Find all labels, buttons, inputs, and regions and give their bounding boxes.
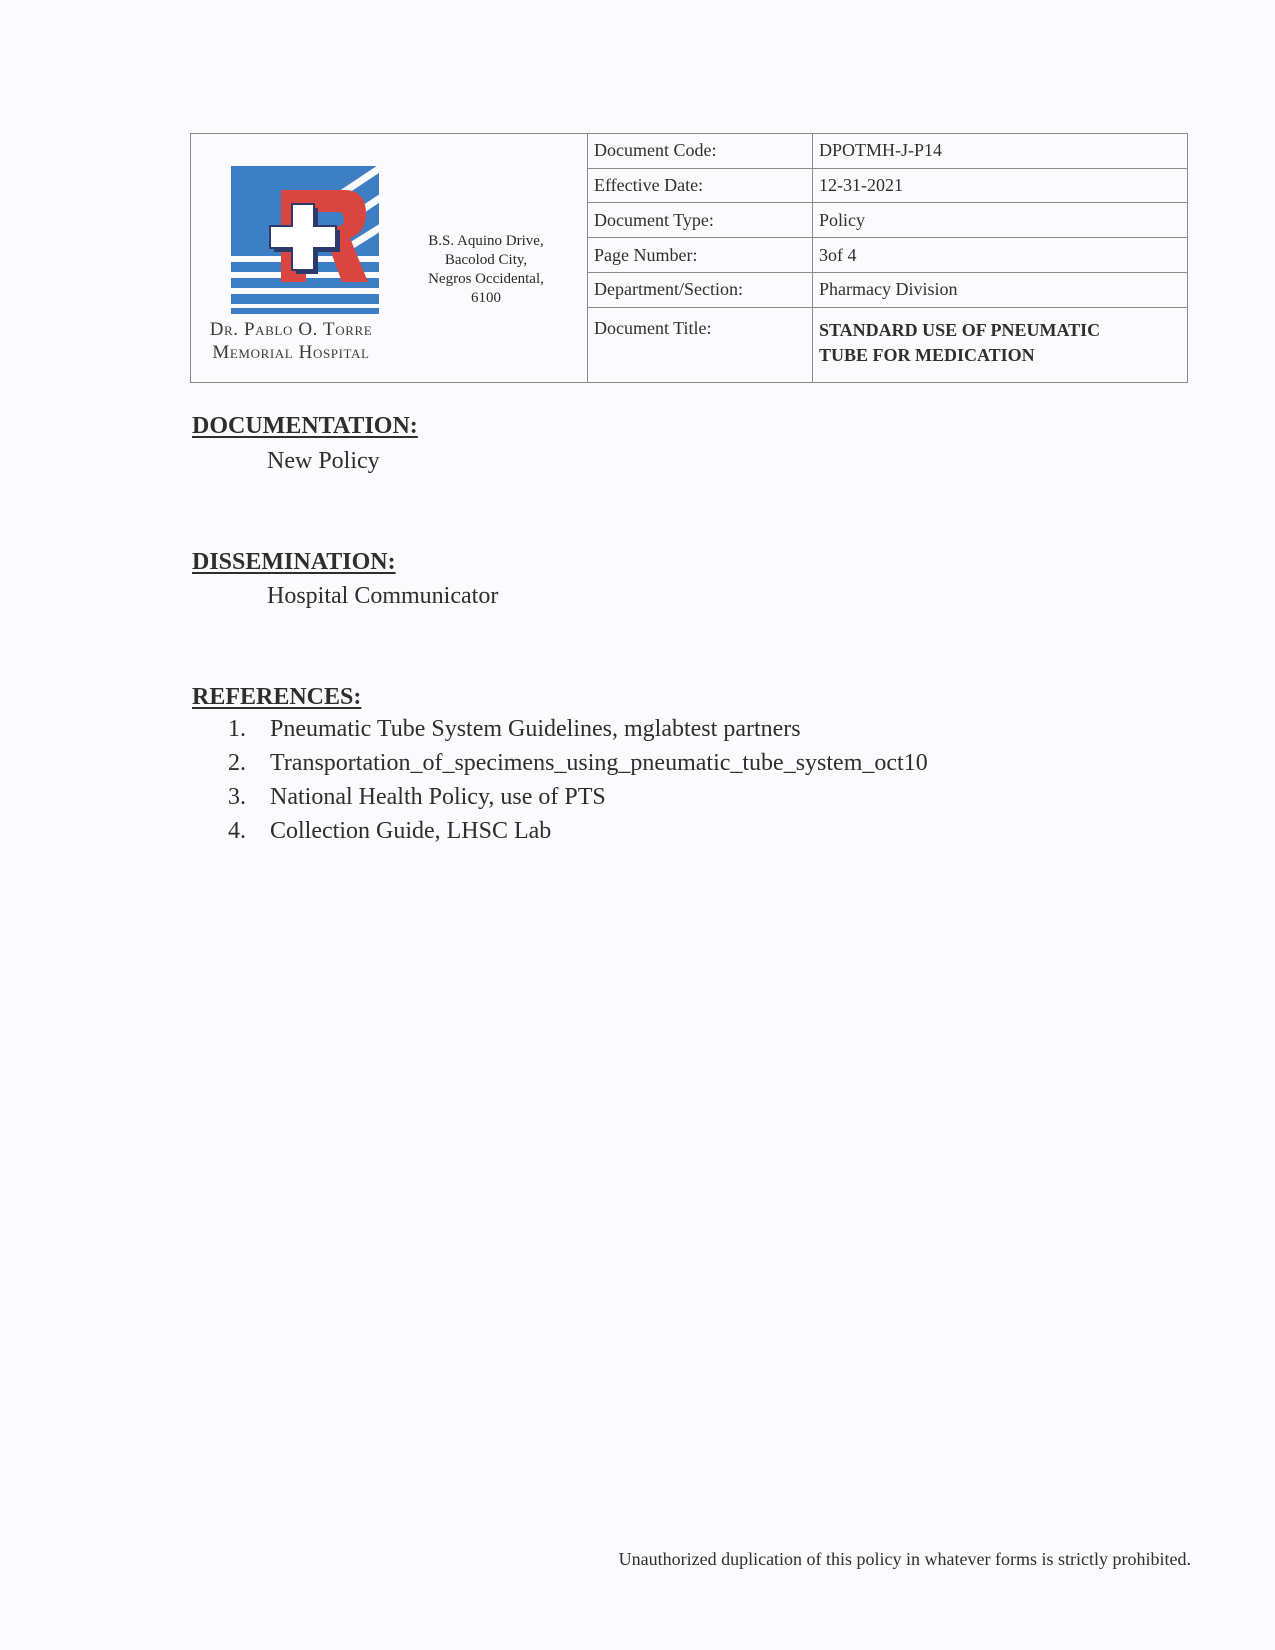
effective-date-row	[588, 168, 1187, 203]
hospital-logo-icon	[226, 164, 386, 316]
address-line: Negros Occidental,	[428, 271, 544, 287]
page-number-value: 3of 4	[813, 238, 1188, 273]
document-title-line: TUBE FOR MEDICATION	[819, 344, 1035, 365]
reference-number: 4.	[228, 818, 246, 844]
hospital-name-line1: Dr. Pablo O. Torre	[209, 319, 373, 340]
list-item	[228, 750, 928, 784]
list-item	[228, 818, 928, 852]
hospital-name	[201, 318, 381, 364]
list-item	[228, 716, 928, 750]
department-label: Department/Section:	[588, 272, 813, 307]
hospital-address	[411, 232, 561, 308]
department-row	[588, 272, 1187, 307]
reference-text: Pneumatic Tube System Guidelines, mglabtest partners	[270, 716, 801, 742]
page-number-row	[588, 238, 1187, 273]
document-code-value: DPOTMH-J-P14	[813, 134, 1188, 168]
address-line: 6100	[471, 290, 501, 306]
document-title-value	[813, 307, 1188, 382]
document-type-label: Document Type:	[588, 203, 813, 238]
document-type-value: Policy	[813, 203, 1188, 238]
effective-date-value: 12-31-2021	[813, 168, 1188, 203]
list-item	[228, 784, 928, 818]
effective-date-label: Effective Date:	[588, 168, 813, 203]
address-line: Bacolod City,	[444, 252, 528, 268]
references-heading: REFERENCES:	[192, 684, 362, 710]
reference-number: 1.	[228, 716, 246, 742]
reference-number: 3.	[228, 784, 246, 810]
document-title-row	[588, 307, 1187, 382]
document-code-row	[588, 134, 1187, 168]
dissemination-text: Hospital Communicator	[267, 583, 499, 609]
dissemination-heading: DISSEMINATION:	[192, 549, 396, 575]
documentation-text: New Policy	[267, 448, 380, 474]
footer-notice: Unauthorized duplication of this policy in whatever forms is strictly prohibited.	[618, 1549, 1191, 1569]
logo-cell	[191, 134, 588, 382]
reference-text: Collection Guide, LHSC Lab	[270, 818, 552, 844]
document-code-label: Document Code:	[588, 134, 813, 168]
references-list	[228, 716, 928, 852]
address-line: B.S. Aquino Drive,	[428, 233, 544, 249]
reference-text: Transportation_of_specimens_using_pneumatic_tube_system_oct10	[270, 750, 928, 776]
reference-number: 2.	[228, 750, 246, 776]
reference-text: National Health Policy, use of PTS	[270, 784, 606, 810]
document-type-row	[588, 203, 1187, 238]
document-title-label: Document Title:	[588, 307, 813, 382]
documentation-heading: DOCUMENTATION:	[192, 413, 418, 439]
department-value: Pharmacy Division	[813, 272, 1188, 307]
hospital-name-line2: Memorial Hospital	[212, 342, 370, 363]
document-title-line: STANDARD USE OF PNEUMATIC	[819, 319, 1101, 340]
page-number-label: Page Number:	[588, 238, 813, 273]
document-info-table	[588, 134, 1187, 382]
document-header-table	[190, 133, 1188, 383]
